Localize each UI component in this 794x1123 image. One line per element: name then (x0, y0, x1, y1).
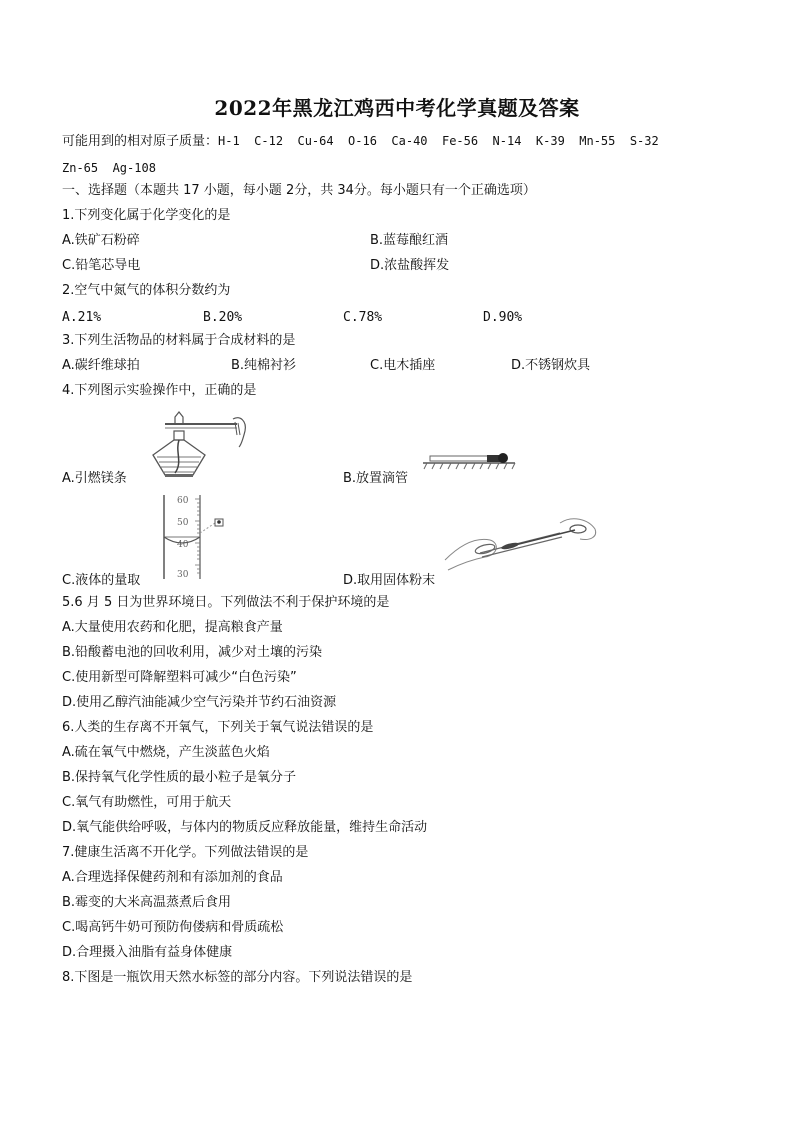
question-5-stem: 5.6 月 5 日为世界环境日。下列做法不利于保护环境的是 (62, 595, 390, 610)
q4-option-c: C.液体的量取 (62, 573, 141, 588)
q3-option-b: B.纯棉衬衫 (231, 358, 297, 373)
q3-option-d: D.不锈钢炊具 (511, 358, 591, 373)
q5-option-d: D.使用乙醇汽油能减少空气污染并节约石油资源 (62, 695, 337, 710)
q7-option-d: D.合理摄入油脂有益身体健康 (62, 945, 233, 960)
cylinder-tick-60: 60 (177, 496, 189, 506)
q4-option-d: D.取用固体粉末 (343, 573, 436, 588)
q5-option-a: A.大量使用农药和化肥，提高粮食产量 (62, 620, 283, 635)
atomic-mass-label: 可能用到的相对原子质量： (62, 134, 219, 149)
atomic-mass-values-2: Zn-65 Ag-108 (62, 161, 156, 175)
atomic-mass-values-1: H-1 C-12 Cu-64 O-16 Ca-40 Fe-56 N-14 K-39 Mn-55 S-32 (218, 134, 659, 148)
graduated-cylinder-figure (155, 493, 235, 581)
section-heading: 一、选择题（本题共 17 小题，每小题 2分，共 34分。每小题只有一个正确选项） (62, 183, 536, 198)
q4-option-a: A.引燃镁条 (62, 471, 127, 486)
q6-option-b: B.保持氧气化学性质的最小粒子是氧分子 (62, 770, 297, 785)
question-4-stem: 4.下列图示实验操作中，正确的是 (62, 383, 257, 398)
alcohol-lamp-figure (145, 407, 255, 485)
q2-option-c: C.78% (343, 310, 383, 325)
question-3-stem: 3.下列生活物品的材料属于合成材料的是 (62, 333, 296, 348)
q2-option-a: A.21% (62, 310, 102, 325)
q3-option-c: C.电木插座 (370, 358, 436, 373)
atomic-mass-line-1 (62, 132, 659, 151)
q6-option-c: C.氧气有助燃性，可用于航天 (62, 795, 232, 810)
question-8-stem: 8.下图是一瓶饮用天然水标签的部分内容。下列说法错误的是 (62, 970, 413, 985)
q6-option-d: D.氧气能供给呼吸，与体内的物质反应释放能量，维持生命活动 (62, 820, 428, 835)
question-2-stem: 2.空气中氮气的体积分数约为 (62, 283, 231, 298)
q1-option-b: B.蓝莓酿红酒 (370, 233, 449, 248)
q5-option-b: B.铅酸蓄电池的回收利用，减少对土壤的污染 (62, 645, 323, 660)
question-1-stem: 1.下列变化属于化学变化的是 (62, 208, 231, 223)
q1-option-d: D.浓盐酸挥发 (370, 258, 450, 273)
q2-option-b: B.20% (203, 310, 243, 325)
powder-transfer-figure (440, 515, 600, 575)
cylinder-tick-40: 40 (177, 540, 189, 550)
question-7-stem: 7.健康生活离不开化学。下列做法错误的是 (62, 845, 309, 860)
q7-option-a: A.合理选择保健药剂和有添加剂的食品 (62, 870, 283, 885)
q2-option-d: D.90% (483, 310, 523, 325)
q7-option-b: B.霉变的大米高温蒸煮后食用 (62, 895, 232, 910)
q3-option-a: A.碳纤维球拍 (62, 358, 140, 373)
q4-option-b: B.放置滴管 (343, 471, 409, 486)
q1-option-c: C.铅笔芯导电 (62, 258, 141, 273)
q1-option-a: A.铁矿石粉碎 (62, 233, 140, 248)
dropper-figure (415, 440, 525, 480)
question-6-stem: 6.人类的生存离不开氧气，下列关于氧气说法错误的是 (62, 720, 374, 735)
cylinder-tick-50: 50 (177, 518, 189, 528)
page-title: 2022年黑龙江鸡西中考化学真题及答案 (214, 96, 580, 120)
q5-option-c: C.使用新型可降解塑料可减少“白色污染” (62, 670, 297, 685)
cylinder-tick-30: 30 (177, 570, 189, 580)
q7-option-c: C.喝高钙牛奶可预防佝偻病和骨质疏松 (62, 920, 284, 935)
q6-option-a: A.硫在氧气中燃烧，产生淡蓝色火焰 (62, 745, 270, 760)
